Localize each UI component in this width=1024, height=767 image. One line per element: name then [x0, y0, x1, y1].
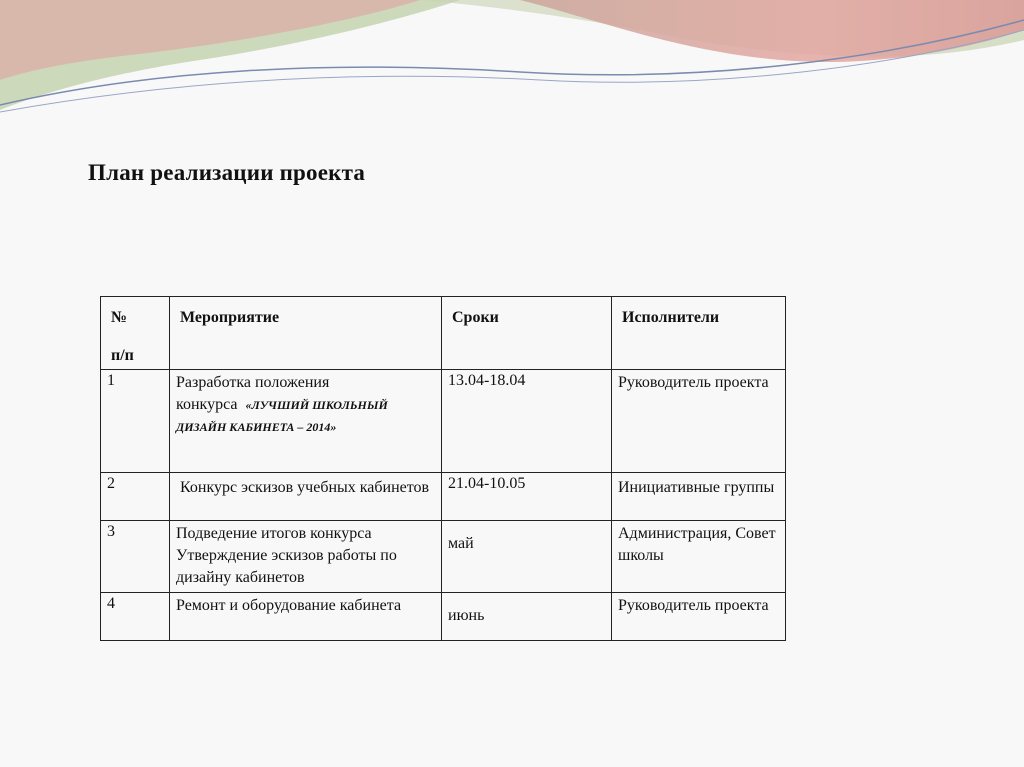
row-number: 2 — [101, 473, 170, 521]
row-dates: 21.04-10.05 — [442, 473, 612, 521]
row-number: 4 — [101, 593, 170, 641]
column-header-number-line1: № — [111, 309, 128, 326]
contest-name: «ЛУЧШИЙ ШКОЛЬНЫЙ ДИЗАЙН КАБИНЕТА – 2014» — [176, 398, 388, 434]
table-row — [101, 370, 786, 473]
project-plan-table — [100, 296, 786, 641]
row-executors: Администрация, Совет школы — [612, 521, 786, 593]
row-executors: Руководитель проекта — [612, 370, 786, 473]
row-event: Подведение итогов конкурса Утверждение эскизов работы по дизайну кабинетов — [170, 521, 442, 593]
row-executors: Инициативные группы — [612, 473, 786, 521]
row-dates: июнь — [442, 593, 612, 641]
column-header-executors: Исполнители — [612, 297, 786, 370]
row-executors: Руководитель проекта — [612, 593, 786, 641]
row-dates: май — [442, 521, 612, 593]
column-header-dates: Сроки — [442, 297, 612, 370]
table-row — [101, 521, 786, 593]
row-event-line2-text: конкурса — [176, 396, 238, 413]
row-event — [170, 370, 442, 473]
column-header-event: Мероприятие — [170, 297, 442, 370]
row-event-line2 — [176, 394, 441, 438]
table-row — [101, 473, 786, 521]
column-header-number — [101, 297, 170, 370]
row-event-line1: Разработка положения — [176, 374, 330, 391]
page-title: План реализации проекта — [88, 160, 366, 185]
decorative-wave-header — [0, 0, 1024, 130]
row-number: 1 — [101, 370, 170, 473]
row-event: Конкурс эскизов учебных кабинетов — [170, 473, 442, 521]
row-event: Ремонт и оборудование кабинета — [170, 593, 442, 641]
table-header-row — [101, 297, 786, 370]
column-header-number-line2: п/п — [111, 347, 134, 364]
row-number: 3 — [101, 521, 170, 593]
table-row — [101, 593, 786, 641]
row-dates: 13.04-18.04 — [442, 370, 612, 473]
